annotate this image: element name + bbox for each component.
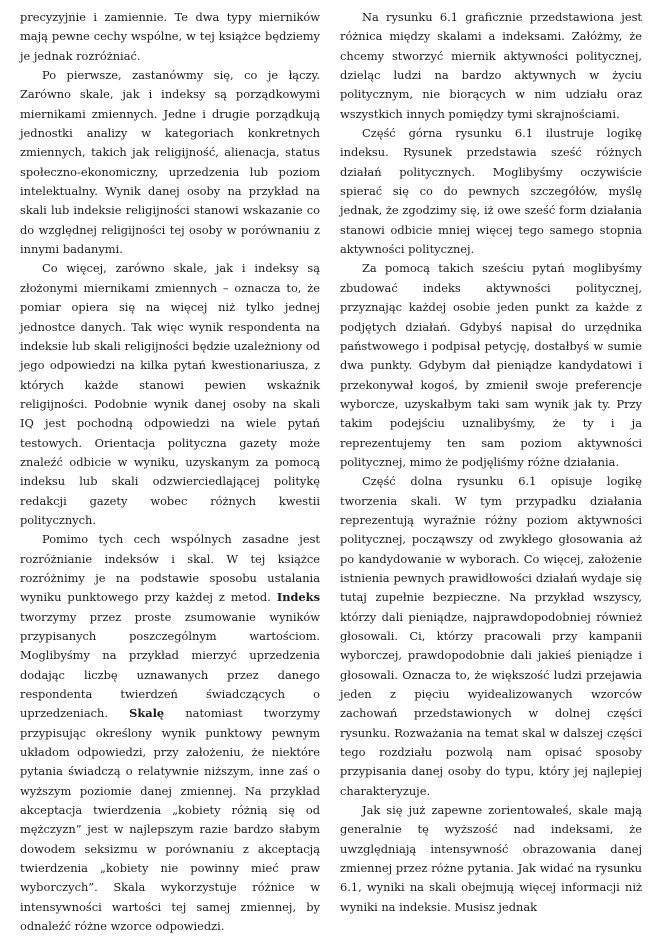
paragraph <box>20 530 320 936</box>
paragraph-text: natomiast tworzymy przypisując określony wynik punktowy pewnym układom odpowiedzi, przy założeniu, że niektóre pytania świadczą o relatywnie niższym, inne zaś o wyższym poziomie danej zmiennej. Na przykład akceptacja twierdzenia „kobiety różnią się od mężczyzn” jest w najlepszym razie bardzo słabym dowodem seksizmu w porównaniu z akceptacją twierdzenia „kobiety nie powinny mieć praw wyborczych”. Skala wykorzystuje różnice w intensywności wartości tej samej zmiennej, by odnaleźć różne wzorce odpowiedzi. <box>20 706 320 934</box>
paragraph-text: Pomimo tych cech wspólnych zasadne jest rozróżnianie indeksów i skal. W tej książce rozróżnimy je na podstawie sposobu ustalania wyniku punktowego przy każdej z metod. <box>20 532 320 605</box>
left-column <box>20 8 320 937</box>
paragraph-text: tworzymy przez proste zsumowanie wyników przypisanych poszczególnym wartościom. Moglibyśmy na przykład mierzyć uprzedzenia dodając liczbę uznawanych przez danego respondenta twierdzeń świadczących o uprzedzeniach. <box>20 609 320 721</box>
paragraph: Część dolna rysunku 6.1 opisuje logikę tworzenia skali. W tym przypadku działania reprezentują wyraźnie różny poziom aktywności politycznej, począwszy od zwykłego głosowania aż po kandydowanie w wyborach. Co więcej, założenie istnienia pewnych prawidłowości działań wydaje się tutaj zupełnie bezpieczne. Na przykład wszyscy, którzy dali pieniądze, najprawdopodobniej również głosowali. Ci, którzy pracowali przy kampanii wyborczej, prawdopodobnie dali jakieś pieniądze i głosowali. Oznacza to, że większość ludzi przejawia jeden z pięciu wyidealizowanych wzorców zachowań przedstawionych w dolnej części rysunku. Rozważania na temat skal w dalszej części tego rozdziału pozwolą nam opisać sposoby przypisania danej osoby do typu, który jej najlepiej charakteryzuje. <box>340 474 642 798</box>
bold-term-indeks: Indeks <box>276 590 320 605</box>
paragraph: Co więcej, zarówno skale, jak i indeksy są złożonymi miernikami zmiennych – oznacza to, że pomiar opiera się na więcej niż tylko jednej jednostce danych. Tak więc wynik respondenta na indeksie lub skali religijności będzie uzależniony od jego odpowiedzi na kilka pytań kwestionariusza, z których każde stanowi pewien wskaźnik religijności. Podobnie wynik danej osoby na skali IQ jest pochodną odpowiedzi na wiele pytań testowych. Orientacja polityczna gazety może znaleźć odbicie w wyniku, uzyskanym za pomocą indeksu lub skali odzwierciedlającej politykę redakcji gazety wobec różnych kwestii politycznych. <box>20 261 320 527</box>
paragraph: Na rysunku 6.1 graficznie przedstawiona jest różnica między skalami a indeksami. Załóżmy, że chcemy stworzyć miernik aktywności politycznej, dzieląc ludzi na bardzo aktywnych w życiu politycznym, nie biorących w nim udziału oraz wszystkich innych pomiędzy tymi skrajnościami. <box>340 10 642 121</box>
paragraph: Jak się już zapewne zorientowałeś, skale mają generalnie tę wyższość nad indeksami, że uwzględniają intensywność obrazowania danej zmiennej przez różne pytania. Jak widać na rysunku 6.1, wyniki na skali obejmują więcej informacji niż wyniki na indeksie. Musisz jednak <box>340 803 642 914</box>
paragraph: Część górna rysunku 6.1 ilustruje logikę indeksu. Rysunek przedstawia sześć różnych działań politycznych. Moglibyśmy oczywiście spierać się co do pewnych szczegółów, myślę jednak, że zgodzimy się, iż owe sześć form działania stanowi odbicie mniej więcej tego samego stopnia aktywności politycznej. <box>340 126 642 257</box>
right-column <box>340 8 642 917</box>
bold-term-skale: Skalę <box>129 706 165 721</box>
paragraph: Po pierwsze, zastanówmy się, co je łączy. Zarówno skale, jak i indeksy są porządkowymi miernikami zmiennych. Jedne i drugie porządkują jednostki analizy w kategoriach konkretnych zmiennych, takich jak religijność, alienacja, status społeczno-ekonomiczny, uprzedzenia lub poziom intelektualny. Wynik danej osoby na przykład na skali lub indeksie religijności stanowi wskazanie co do względnej religijności tej osoby w porównaniu z innymi badanymi. <box>20 68 320 257</box>
paragraph: Za pomocą takich sześciu pytań moglibyśmy zbudować indeks aktywności politycznej, przyznając każdej osobie jeden punkt za każde z podjętych działań. Gdybyś napisał do urzędnika państwowego i podpisał petycję, dostałbyś w sumie dwa punkty. Gdybym dał pieniądze kandydatowi i przekonywał kogoś, by zmienił swoje preferencje wyborcze, uzyskałbym taki sam wynik jak ty. Przy takim podejściu uznalibyśmy, że ty i ja reprezentujemy ten sam poziom aktywności politycznej, mimo że podjęliśmy różne działania. <box>340 261 642 469</box>
paragraph: precyzyjnie i zamiennie. Te dwa typy mierników mają pewne cechy wspólne, w tej książce będziemy je jednak rozróżniać. <box>20 10 320 63</box>
